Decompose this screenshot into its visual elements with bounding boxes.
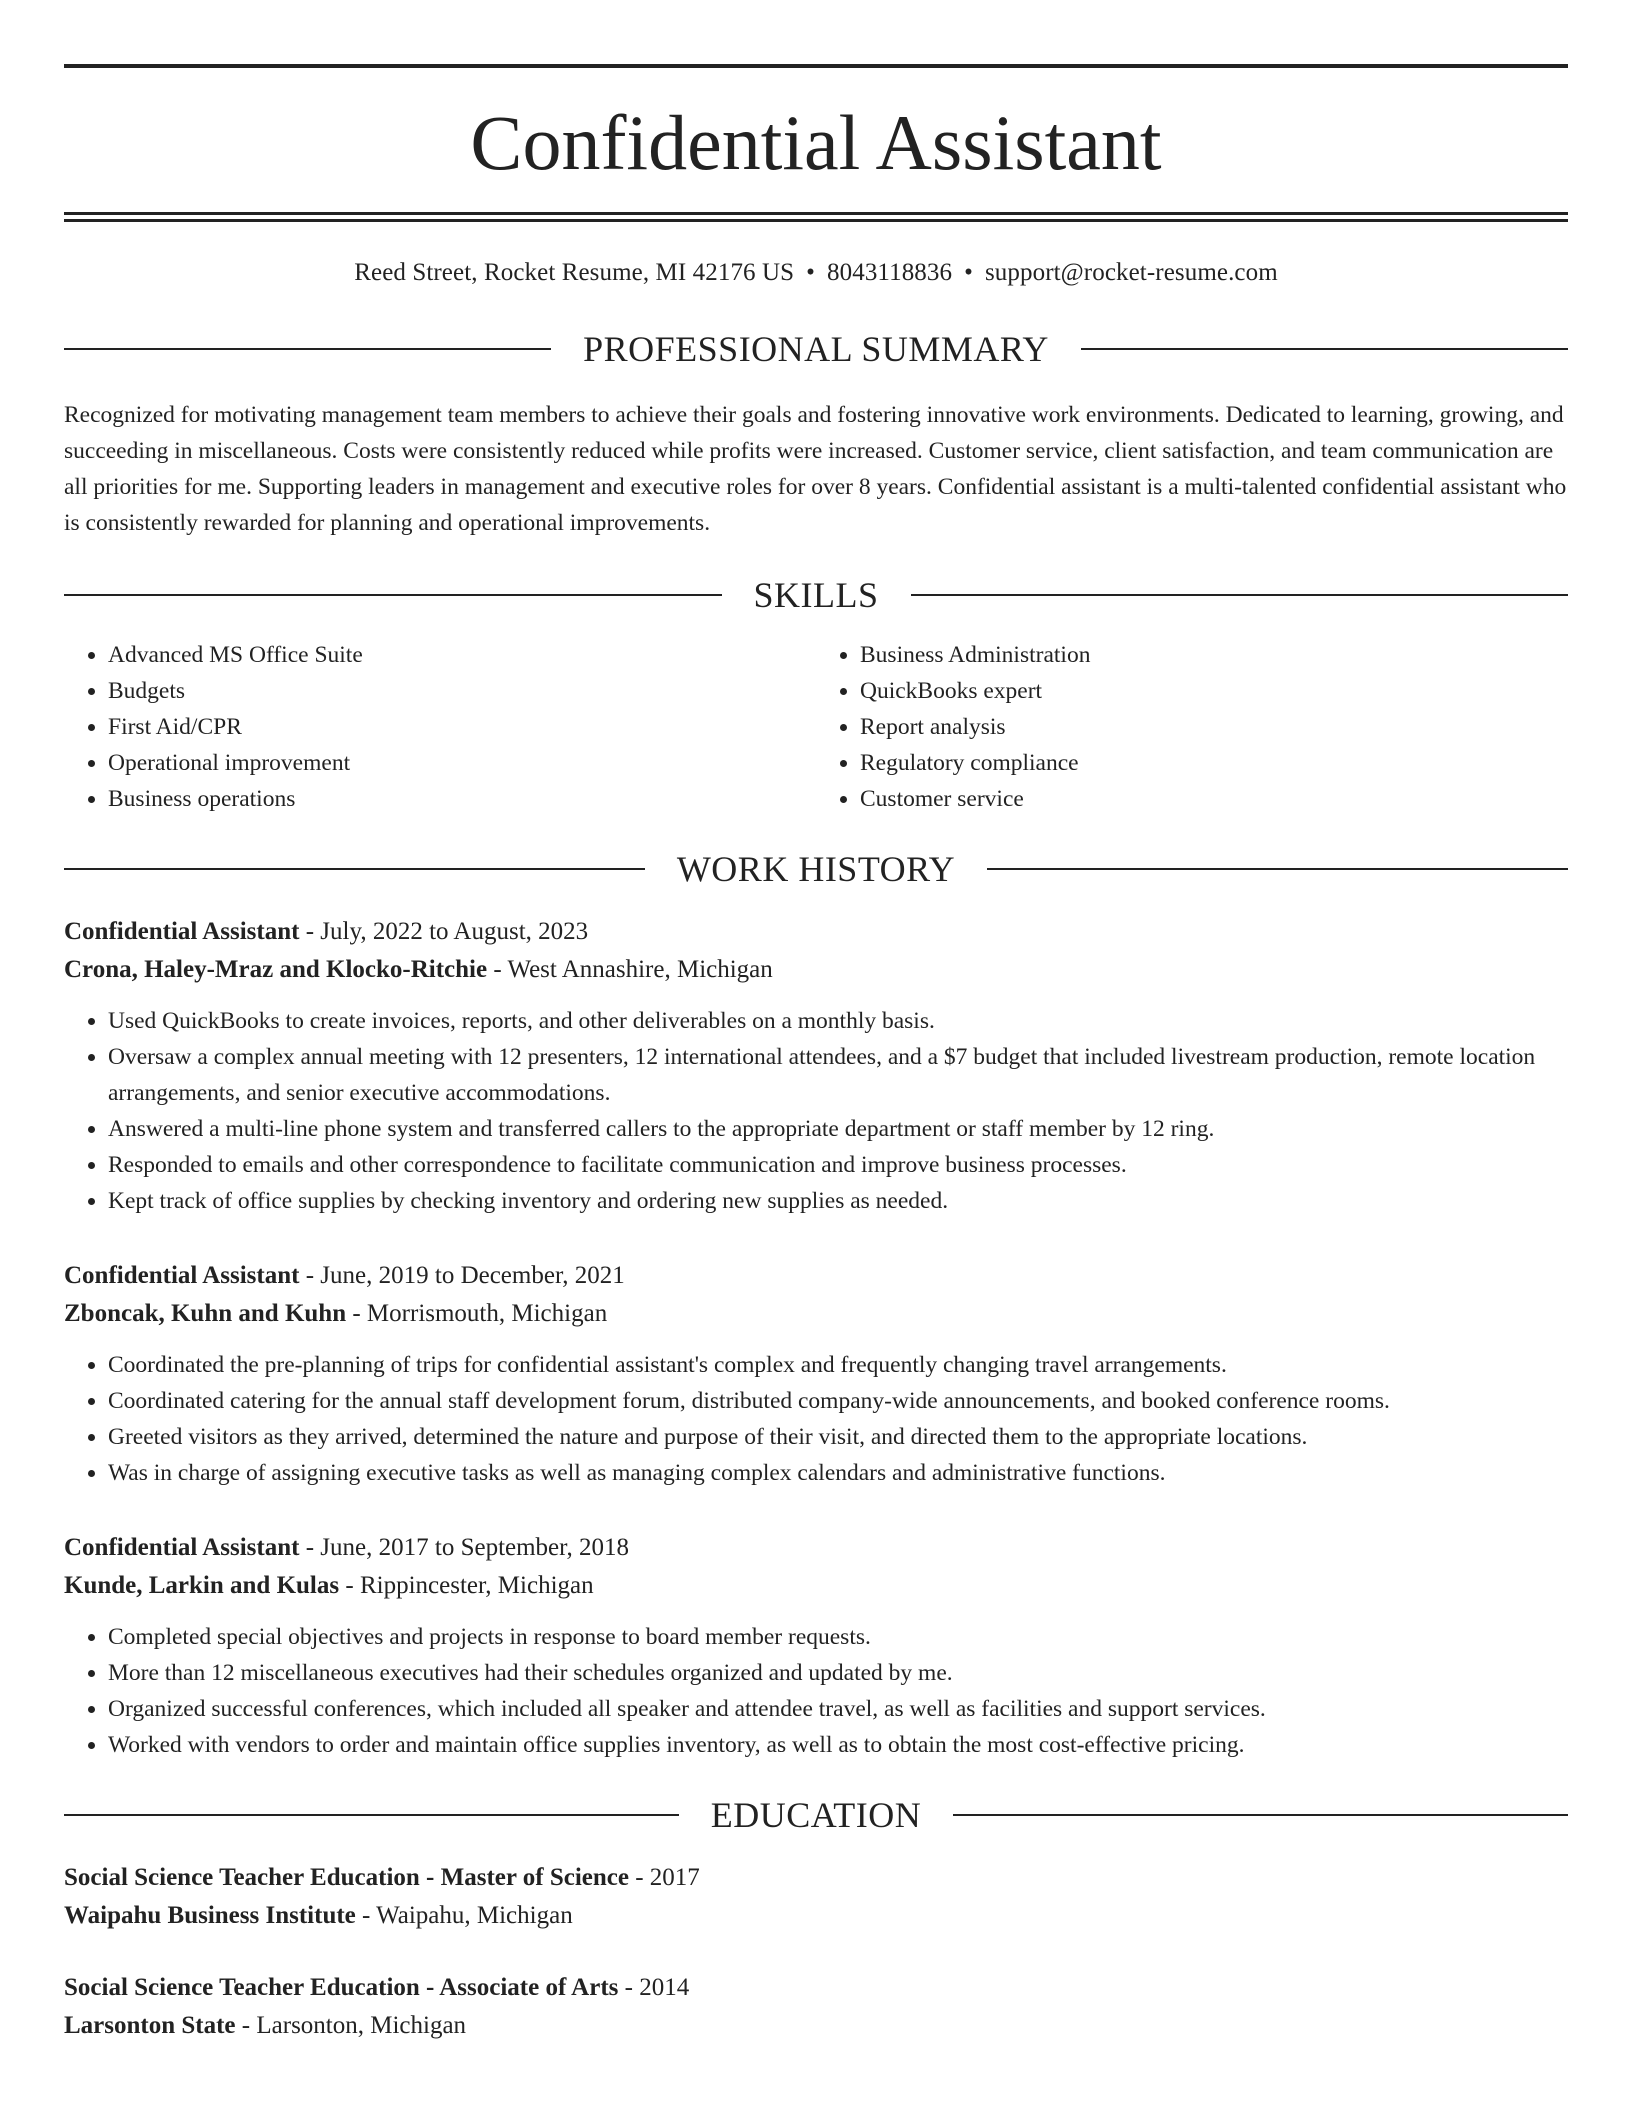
double-rule: [64, 212, 1568, 222]
skill-item: • Business operations: [108, 781, 816, 817]
summary-heading: [64, 331, 1568, 367]
education-entry: [64, 1969, 1568, 2045]
job-bullet: • Completed special objectives and projects in response to board member requests.: [108, 1619, 1568, 1655]
job-company-line: [64, 1295, 1568, 1333]
education-location: - Larsonton, Michigan: [235, 2012, 467, 2039]
heading-rule: [64, 594, 722, 596]
job-company: Zboncak, Kuhn and Kuhn: [64, 1300, 347, 1327]
job-title: Confidential Assistant: [64, 1262, 300, 1289]
contact-phone: 8043118836: [827, 259, 953, 286]
summary-text: Recognized for motivating management team members to achieve their goals and fostering innovative work environments. Dedicated to learning, growing, and succeeding in miscellaneous. Costs were consistently reduced while profits were increased. Customer service, client satisfaction, and team communication are all priorities for me. Supporting leaders in management and executive roles for over 8 years. Confidential assistant is a multi-talented confidential assistant who is consistently rewarded for planning and operational improvements.: [64, 402, 1567, 536]
summary-heading-label: PROFESSIONAL SUMMARY: [583, 329, 1049, 369]
job-bullet: • Coordinated catering for the annual staff development forum, distributed company-wide announcements, and booked conference rooms.: [108, 1383, 1568, 1419]
education-degree-line: [64, 1859, 1568, 1897]
job-bullets: [64, 1003, 1568, 1219]
education-degree-line: [64, 1969, 1568, 2007]
job-dates: - July, 2022 to August, 2023: [299, 918, 589, 945]
job-bullet: • More than 12 miscellaneous executives had their schedules organized and updated by me.: [108, 1655, 1568, 1691]
skills-column-left: [64, 637, 816, 817]
education-year: - 2017: [628, 1864, 700, 1891]
education-degree: Social Science Teacher Education - Master of Science: [64, 1864, 629, 1891]
top-rule: [64, 64, 1568, 68]
education-year: - 2014: [618, 1974, 690, 2001]
heading-rule: [64, 348, 551, 350]
job-location: - Rippincester, Michigan: [339, 1572, 594, 1599]
job-bullet: • Coordinated the pre-planning of trips for confidential assistant's complex and frequently changing travel arrangements.: [108, 1347, 1568, 1383]
job-bullet: • Worked with vendors to order and maintain office supplies inventory, as well as to obtain the most cost-effective pricing.: [108, 1727, 1568, 1763]
job-bullet: • Organized successful conferences, which included all speaker and attendee travel, as well as facilities and support services.: [108, 1691, 1568, 1727]
job-entry: [64, 1257, 1568, 1491]
contact-separator: •: [806, 259, 816, 286]
job-dates: - June, 2017 to September, 2018: [299, 1534, 629, 1561]
education-degree: Social Science Teacher Education - Associate of Arts: [64, 1974, 619, 2001]
education-entry: [64, 1859, 1568, 1935]
heading-rule: [911, 594, 1569, 596]
job-entry: [64, 1529, 1568, 1763]
skills-heading: [64, 577, 1568, 613]
heading-rule: [987, 868, 1568, 870]
skill-item: • QuickBooks expert: [860, 673, 1568, 709]
education-heading: [64, 1797, 1568, 1833]
education-school: Waipahu Business Institute: [64, 1902, 356, 1929]
job-company: Kunde, Larkin and Kulas: [64, 1572, 340, 1599]
contact-address: Reed Street, Rocket Resume, MI 42176 US: [354, 259, 795, 286]
heading-rule: [953, 1814, 1568, 1816]
job-location: - Morrismouth, Michigan: [346, 1300, 608, 1327]
skills-column-right: [816, 637, 1568, 817]
work-heading: [64, 851, 1568, 887]
skill-item: • Customer service: [860, 781, 1568, 817]
work-heading-label: WORK HISTORY: [676, 849, 956, 889]
education-location: - Waipahu, Michigan: [355, 1902, 573, 1929]
contact-separator: •: [964, 259, 973, 286]
job-dates: - June, 2019 to December, 2021: [299, 1262, 625, 1289]
job-bullets: [64, 1619, 1568, 1763]
skill-item: • Report analysis: [860, 709, 1568, 745]
contact-line: [64, 260, 1568, 285]
skill-item: • First Aid/CPR: [108, 709, 816, 745]
skill-item: • Advanced MS Office Suite: [108, 637, 816, 673]
job-company-line: [64, 1567, 1568, 1605]
education-heading-label: EDUCATION: [710, 1795, 922, 1835]
education-school-line: [64, 2007, 1568, 2045]
skill-item: • Business Administration: [860, 637, 1568, 673]
skills-heading-label: SKILLS: [753, 575, 879, 615]
job-title-line: [64, 1529, 1568, 1567]
heading-rule: [1081, 348, 1568, 350]
job-bullet: • Was in charge of assigning executive tasks as well as managing complex calendars and administrative functions.: [108, 1455, 1568, 1491]
job-title-line: [64, 913, 1568, 951]
job-location: - West Annashire, Michigan: [487, 956, 773, 983]
heading-rule: [64, 868, 645, 870]
heading-rule: [64, 1814, 679, 1816]
job-bullet: • Responded to emails and other correspondence to facilitate communication and improve business processes.: [108, 1147, 1568, 1183]
job-bullets: [64, 1347, 1568, 1491]
job-title: Confidential Assistant: [64, 1534, 300, 1561]
job-bullet: • Kept track of office supplies by checking inventory and ordering new supplies as needed.: [108, 1183, 1568, 1219]
job-title: Confidential Assistant: [64, 918, 300, 945]
contact-email: support@rocket-resume.com: [984, 259, 1278, 286]
resume-name: Confidential Assistant: [470, 99, 1162, 186]
job-bullet: • Greeted visitors as they arrived, determined the nature and purpose of their visit, and directed them to the appropriate locations.: [108, 1419, 1568, 1455]
skill-item: • Budgets: [108, 673, 816, 709]
education-school-line: [64, 1897, 1568, 1935]
skills-list: [64, 637, 1568, 817]
job-title-line: [64, 1257, 1568, 1295]
job-company-line: [64, 951, 1568, 989]
skill-item: • Regulatory compliance: [860, 745, 1568, 781]
job-entry: [64, 913, 1568, 1219]
job-bullet: • Oversaw a complex annual meeting with 12 presenters, 12 international attendees, and a $7 budget that included livestream production, remote location arrangements, and senior executive accommodations.: [108, 1039, 1568, 1111]
job-bullet: • Used QuickBooks to create invoices, reports, and other deliverables on a monthly basis.: [108, 1003, 1568, 1039]
job-company: Crona, Haley-Mraz and Klocko-Ritchie: [64, 956, 488, 983]
skill-item: • Operational improvement: [108, 745, 816, 781]
education-school: Larsonton State: [64, 2012, 236, 2039]
job-bullet: • Answered a multi-line phone system and transferred callers to the appropriate department or staff member by 12 ring.: [108, 1111, 1568, 1147]
